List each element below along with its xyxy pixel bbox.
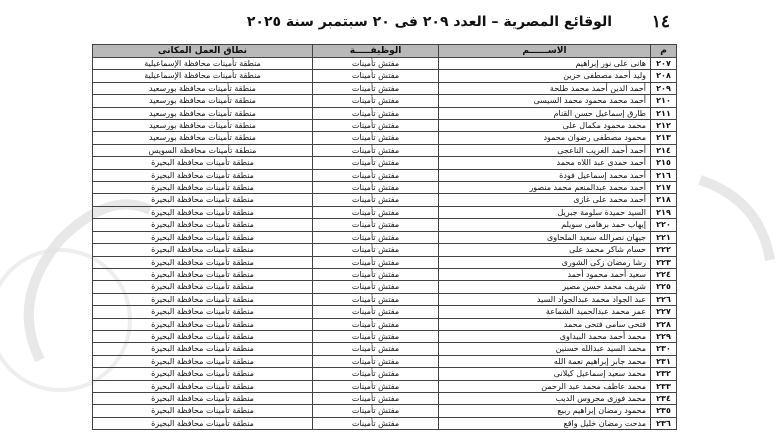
table-row <box>93 244 677 256</box>
row-number: ٢١٧ <box>651 182 677 194</box>
row-job: مفتش تأمينات <box>313 182 439 194</box>
row-location: منطقة تأمينات محافظة البحيرة <box>93 169 313 181</box>
row-name: مدحت رمضان خليل واقع <box>439 417 651 429</box>
row-job: مفتش تأمينات <box>313 144 439 156</box>
row-name: أحمد محمد محمود محمد السيسى <box>439 95 651 107</box>
row-location: منطقة تأمينات محافظة بورسعيد <box>93 95 313 107</box>
table-row <box>93 417 677 429</box>
row-name: محمد السيد عبدالله حسنين <box>439 343 651 355</box>
row-name: إيهاب حمد برهامى سويلم <box>439 219 651 231</box>
row-name: محمد أحمد محمد البيداوى <box>439 330 651 342</box>
row-number: ٢١٣ <box>651 132 677 144</box>
row-job: مفتش تأمينات <box>313 392 439 404</box>
table-row <box>93 157 677 169</box>
table-row <box>93 182 677 194</box>
table-row <box>93 70 677 82</box>
row-number: ٢٠٨ <box>651 70 677 82</box>
row-location: منطقة تأمينات محافظة البحيرة <box>93 194 313 206</box>
row-number: ٢٣٥ <box>651 405 677 417</box>
row-location: منطقة تأمينات محافظة البحيرة <box>93 157 313 169</box>
row-job: مفتش تأمينات <box>313 107 439 119</box>
row-location: منطقة تأمينات محافظة البحيرة <box>93 330 313 342</box>
row-location: منطقة تأمينات محافظة بورسعيد <box>93 120 313 132</box>
row-job: مفتش تأمينات <box>313 58 439 70</box>
row-number: ٢١٩ <box>651 206 677 218</box>
row-job: مفتش تأمينات <box>313 82 439 94</box>
row-name: هانى على نور إبراهيم <box>439 58 651 70</box>
table-row <box>93 95 677 107</box>
row-number: ٢٢١ <box>651 231 677 243</box>
page-number: ١٤ <box>651 12 670 32</box>
row-number: ٢٣٢ <box>651 368 677 380</box>
row-location: منطقة تأمينات محافظة البحيرة <box>93 244 313 256</box>
row-number: ٢٣٣ <box>651 380 677 392</box>
row-job: مفتش تأمينات <box>313 120 439 132</box>
table-row <box>93 231 677 243</box>
row-job: مفتش تأمينات <box>313 343 439 355</box>
row-location: منطقة تأمينات محافظة البحيرة <box>93 392 313 404</box>
row-name: محمد سعيد إسماعيل كيلانى <box>439 368 651 380</box>
row-number: ٢١٤ <box>651 144 677 156</box>
row-job: مفتش تأمينات <box>313 206 439 218</box>
row-name: محمود مصطفى رضوان محمود <box>439 132 651 144</box>
row-name: محمد عاطف محمد عبد الرحمن <box>439 380 651 392</box>
row-number: ٢٣٤ <box>651 392 677 404</box>
row-number: ٢١٥ <box>651 157 677 169</box>
row-name: محمد فوزى محروس الديب <box>439 392 651 404</box>
row-number: ٢١٢ <box>651 120 677 132</box>
row-number: ٢٢٠ <box>651 219 677 231</box>
row-job: مفتش تأمينات <box>313 194 439 206</box>
row-job: مفتش تأمينات <box>313 368 439 380</box>
column-header-location: نطاق العمل المكانى <box>93 45 313 58</box>
row-name: طارق إسماعيل حسن القنام <box>439 107 651 119</box>
table-row <box>93 355 677 367</box>
row-number: ٢٠٧ <box>651 58 677 70</box>
row-name: محمود رمضان إبراهيم ربيع <box>439 405 651 417</box>
row-name: وليد أحمد مصطفى حزين <box>439 70 651 82</box>
row-job: مفتش تأمينات <box>313 132 439 144</box>
row-location: منطقة تأمينات محافظة البحيرة <box>93 306 313 318</box>
row-name: السيد حميدة سلومة جبريل <box>439 206 651 218</box>
row-number: ٢٢٥ <box>651 281 677 293</box>
row-location: منطقة تأمينات محافظة بورسعيد <box>93 132 313 144</box>
row-location: منطقة تأمينات محافظة البحيرة <box>93 206 313 218</box>
table-row <box>93 268 677 280</box>
row-job: مفتش تأمينات <box>313 405 439 417</box>
row-job: مفتش تأمينات <box>313 268 439 280</box>
table-row <box>93 82 677 94</box>
row-job: مفتش تأمينات <box>313 244 439 256</box>
row-job: مفتش تأمينات <box>313 293 439 305</box>
table-row <box>93 380 677 392</box>
inspectors-table <box>92 44 677 430</box>
row-job: مفتش تأمينات <box>313 417 439 429</box>
row-name: أحمد محمد عبدالمنعم محمد منصور <box>439 182 651 194</box>
table-row <box>93 330 677 342</box>
row-location: منطقة تأمينات محافظة الإسماعيلية <box>93 70 313 82</box>
row-location: منطقة تأمينات محافظة الإسماعيلية <box>93 58 313 70</box>
row-location: منطقة تأمينات محافظة البحيرة <box>93 405 313 417</box>
column-header-number: م <box>651 45 677 58</box>
row-job: مفتش تأمينات <box>313 256 439 268</box>
row-number: ٢٢٢ <box>651 244 677 256</box>
row-number: ٢١٨ <box>651 194 677 206</box>
table-row <box>93 256 677 268</box>
row-name: أحمد أحمد الغريب الناعجى <box>439 144 651 156</box>
row-name: رشا رمضان زكى الشورى <box>439 256 651 268</box>
row-location: منطقة تأمينات محافظة البحيرة <box>93 281 313 293</box>
row-job: مفتش تأمينات <box>313 231 439 243</box>
table-row <box>93 194 677 206</box>
row-location: منطقة تأمينات محافظة البحيرة <box>93 219 313 231</box>
page-header <box>100 10 670 36</box>
row-number: ٢١٦ <box>651 169 677 181</box>
row-number: ٢٣٦ <box>651 417 677 429</box>
table-row <box>93 368 677 380</box>
row-job: مفتش تأمينات <box>313 95 439 107</box>
row-name: جيهان نصرالله سعيد الملحاوى <box>439 231 651 243</box>
table-row <box>93 219 677 231</box>
row-job: مفتش تأمينات <box>313 380 439 392</box>
table-row <box>93 318 677 330</box>
row-name: سعيد أحمد محمود أحمد <box>439 268 651 280</box>
row-name: حسام شاكر محمد على <box>439 244 651 256</box>
row-number: ٢٠٩ <box>651 82 677 94</box>
row-name: أحمد محمد على غازى <box>439 194 651 206</box>
table-row <box>93 58 677 70</box>
table-row <box>93 405 677 417</box>
row-name: شريف محمد حسن مصير <box>439 281 651 293</box>
row-number: ٢٢٣ <box>651 256 677 268</box>
row-location: منطقة تأمينات محافظة البحيرة <box>93 355 313 367</box>
row-job: مفتش تأمينات <box>313 318 439 330</box>
table-row <box>93 120 677 132</box>
row-number: ٢٢٤ <box>651 268 677 280</box>
row-number: ٢٢٧ <box>651 306 677 318</box>
row-name: محمد جابر إبراهيم نعمة الله <box>439 355 651 367</box>
column-header-name: الاســــــم <box>439 45 651 58</box>
row-location: منطقة تأمينات محافظة السويس <box>93 144 313 156</box>
row-location: منطقة تأمينات محافظة بورسعيد <box>93 82 313 94</box>
row-location: منطقة تأمينات محافظة البحيرة <box>93 368 313 380</box>
table-row <box>93 144 677 156</box>
row-location: منطقة تأمينات محافظة البحيرة <box>93 182 313 194</box>
row-name: عمر محمد عبدالحميد الشماعة <box>439 306 651 318</box>
table-row <box>93 343 677 355</box>
table-row <box>93 206 677 218</box>
row-name: محمد محمود مكمال على <box>439 120 651 132</box>
table-row <box>93 306 677 318</box>
table-row <box>93 293 677 305</box>
row-number: ٢١٠ <box>651 95 677 107</box>
row-name: عبد الجواد محمد عبدالجواد السيد <box>439 293 651 305</box>
table-row <box>93 281 677 293</box>
row-job: مفتش تأمينات <box>313 157 439 169</box>
row-location: منطقة تأمينات محافظة البحيرة <box>93 268 313 280</box>
row-job: مفتش تأمينات <box>313 330 439 342</box>
row-job: مفتش تأمينات <box>313 281 439 293</box>
row-location: منطقة تأمينات محافظة بورسعيد <box>93 107 313 119</box>
row-name: فتحى سامى فتحى محمد <box>439 318 651 330</box>
table-body <box>93 58 677 430</box>
row-job: مفتش تأمينات <box>313 306 439 318</box>
row-location: منطقة تأمينات محافظة البحيرة <box>93 380 313 392</box>
table-row <box>93 132 677 144</box>
row-job: مفتش تأمينات <box>313 219 439 231</box>
row-name: أحمد الدين أحمد محمد طلحة <box>439 82 651 94</box>
row-number: ٢٣١ <box>651 355 677 367</box>
row-job: مفتش تأمينات <box>313 169 439 181</box>
row-job: مفتش تأمينات <box>313 70 439 82</box>
row-location: منطقة تأمينات محافظة البحيرة <box>93 231 313 243</box>
row-location: منطقة تأمينات محافظة البحيرة <box>93 318 313 330</box>
table-header-row <box>93 45 677 58</box>
row-location: منطقة تأمينات محافظة البحيرة <box>93 343 313 355</box>
table-row <box>93 169 677 181</box>
issue-title: الوقائع المصرية – العدد ٢٠٩ فى ٢٠ سبتمبر سنة ٢٠٢٥ <box>246 14 612 30</box>
row-location: منطقة تأمينات محافظة البحيرة <box>93 293 313 305</box>
row-location: منطقة تأمينات محافظة البحيرة <box>93 417 313 429</box>
row-location: منطقة تأمينات محافظة البحيرة <box>93 256 313 268</box>
table-row <box>93 107 677 119</box>
table-row <box>93 392 677 404</box>
row-name: أحمد حمدى عبد اللاه محمد <box>439 157 651 169</box>
row-number: ٢٢٩ <box>651 330 677 342</box>
row-number: ٢٣٠ <box>651 343 677 355</box>
row-name: أحمد محمد إسماعيل فودة <box>439 169 651 181</box>
row-number: ٢٢٦ <box>651 293 677 305</box>
column-header-job: الوظيفـــــة <box>313 45 439 58</box>
row-job: مفتش تأمينات <box>313 355 439 367</box>
row-number: ٢٢٨ <box>651 318 677 330</box>
row-number: ٢١١ <box>651 107 677 119</box>
